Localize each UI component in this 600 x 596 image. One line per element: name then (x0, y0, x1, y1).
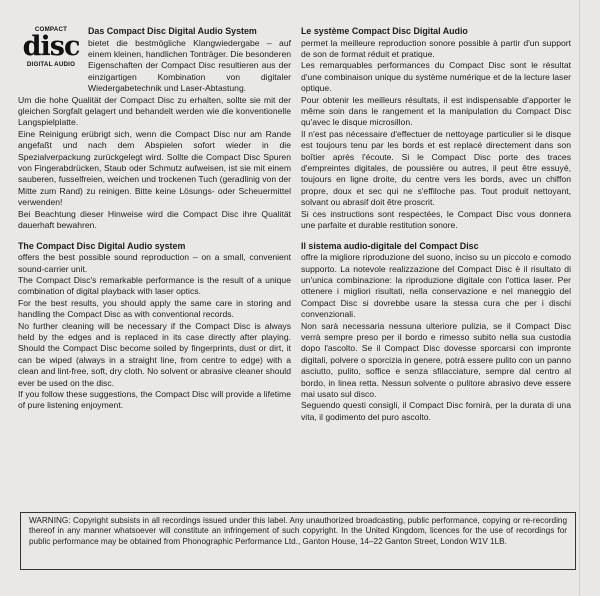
left-column (18, 26, 291, 412)
italian-paragraph-1: offre la migliore riproduzione del suono, inciso su un piccolo e comodo supporto. La notevole realizzazione del Compact Disc è il risultato di un'unica combinazione: la riproduzione digitale con l'ottica laser. Per ottenere i migliori risultati, nella conservazione e nel maneggio del Compact Disc si dovrebbe usare la stessa cura che per i dischi convenzionali. (301, 252, 571, 320)
english-title: The Compact Disc Digital Audio system (18, 240, 186, 251)
logo-disc-text: disc (22, 31, 80, 62)
logo-digital-audio-text: DIGITAL AUDIO (26, 61, 76, 68)
english-section (18, 241, 291, 412)
french-title: Le système Compact Disc Digital Audio (301, 26, 468, 36)
french-paragraph-2: Les remarquables performances du Compact Disc sont le résultat d'une combinaison unique du système numérique et de la lecture laser optique. (301, 60, 571, 94)
logo-compact-text: COMPACT (34, 26, 68, 33)
french-paragraph-5: Si ces instructions sont respectées, le Compact Disc vous donnera une parfaite et durable restitution sonore. (301, 208, 571, 231)
french-section (301, 26, 571, 232)
italian-paragraph-2: Non sarà necessaria nessuna ulteriore pulizia, se il Compact Disc verrà sempre preso per il bordo e rimesso subito nella sua custodia dopo l'ascolto. Se il Compact Disc dovesse sporcarsi con impronte digitali, polvere o sporcizia in genere, potrà essere pulito con un panno asciutto, pulito, soffice e senza sfilacciature, sempre dal centro al bordo, in linea retta. Nessun solvente o pulitore abrasivo deve essere mai usato sul disco. (301, 320, 571, 399)
english-paragraph-3: For the best results, you should apply the same care in storing and handling the Compact Disc as with conventional records. (18, 297, 291, 320)
german-paragraph-2: Um die hohe Qualität der Compact Disc zu erhalten, sollte sie mit der gleichen Sorgfalt gelagert und behandelt werden wie die konventionelle Langspielplatte. (18, 94, 291, 128)
right-column (301, 26, 571, 423)
copyright-warning-box (20, 512, 576, 570)
english-paragraph-4: No further cleaning will be necessary if the Compact Disc is always held by the edges and is replaced in its case directly after playing. Should the Compact Disc become soiled by fingerprints, dust or dirt, it can be wiped (always in a straight line, from centre to edge) with a clean and lint-free, soft, dry cloth. No solvent or abrasive cleaner should ever be used on the disc. (18, 320, 291, 388)
italian-paragraph-3: Seguendo questi consigli, il Compact Disc fornirà, per la durata di una vita, il godimento del puro ascolto. (301, 400, 571, 422)
german-section (18, 26, 291, 232)
page-fold-line (579, 0, 580, 596)
french-paragraph-4: Il n'est pas nécessaire d'effectuer de nettoyage particulier si le disque est toujours tenu par les bords et est replacé directement dans son boîtier après l'écoute. Si le Compact Disc porte des traces d'empreintes digitales, de poussière ou autres, il peut être essuyé, toujours en ligne droite, du centre vers les bords, avec un chiffon propre, doux et sec qui ne s'effiloche pas. Tout produit nettoyant, solvant ou abrasif doit être proscrit. (301, 128, 571, 208)
french-paragraph-3: Pour obtenir les meilleurs résultats, il est indispensable d'apporter le même soin dans le rangement et la manipulation du Compact Disc qu'avec le disque microsillon. (301, 94, 571, 128)
german-paragraph-3: Eine Reinigung erübrigt sich, wenn die Compact Disc nur am Rande angefaßt und nach dem Abspielen sofort wieder in die Spezialverpackung zurückgelegt wird. Sollte die Compact Disc Spuren von Fingerabdrücken, Staub oder Schmutz aufweisen, ist sie mit einem sauberen, fusselfreien, weichen und trockenen Tuch (geradlinig von der Mitte zum Rand) zu reinigen. Bitte keine Lösungs- oder Scheuermittel verwenden! (18, 128, 291, 208)
english-paragraph-1: offers the best possible sound reproduction – on a small, convenient sound-carrier unit. (18, 252, 291, 274)
italian-section (301, 241, 571, 424)
english-paragraph-5: If you follow these suggestions, the Compact Disc will provide a lifetime of pure listening enjoyment. (18, 388, 291, 411)
german-title: Das Compact Disc Digital Audio System (88, 26, 257, 36)
copyright-warning-text: WARNING: Copyright subsists in all recordings issued under this label. Any unauthorized broadcasting, public performance, copying or re-recording thereof in any manner whatsoever will constitute an infringement of such copyright. In the United Kingdom, licences for the use of recordings for public performance may be obtained from Phonographic Performance Ltd., Ganton House, 14–22 Ganton Street, London W1V 1LB. (29, 516, 567, 546)
italian-title: Il sistema audio-digitale del Compact Disc (301, 240, 479, 251)
german-paragraph-4: Bei Beachtung dieser Hinweise wird die Compact Disc ihre Qualität dauerhaft bewahren. (18, 208, 291, 231)
french-paragraph-1: permet la meilleure reproduction sonore possible à partir d'un support de son de format réduit et pratique. (301, 37, 571, 59)
german-paragraph-1: bietet die bestmögliche Klangwiedergabe – auf einem kleinen, handlichen Tonträger. Die besonderen Eigenschaften der Compact Disc resultieren aus der einzigartigen Kombination von digitaler Wiedergabetechnik und Laser-Abtastung. (88, 37, 291, 94)
english-paragraph-2: The Compact Disc's remarkable performance is the result of a unique combination of digital playback with laser optics. (18, 274, 291, 297)
